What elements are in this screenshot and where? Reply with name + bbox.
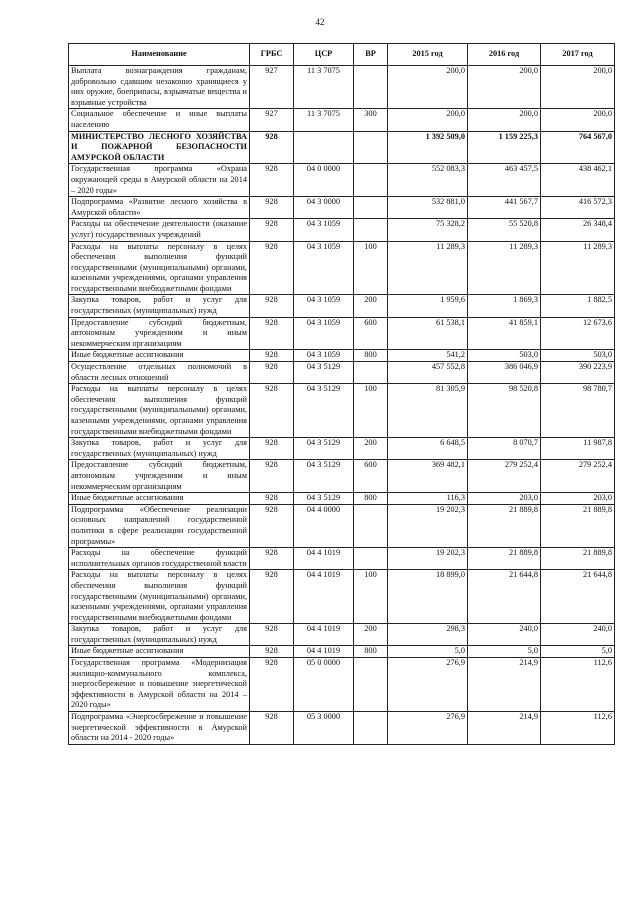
row-2015-cell: 541,2 — [388, 350, 468, 362]
row-2015-cell: 116,3 — [388, 493, 468, 505]
row-2016-cell: 203,0 — [468, 493, 541, 505]
row-2017-cell: 200,0 — [541, 109, 615, 131]
row-2015-cell: 369 482,1 — [388, 460, 468, 493]
table-row — [69, 241, 615, 295]
row-grbs-cell: 928 — [250, 362, 294, 384]
row-grbs-cell: 928 — [250, 295, 294, 317]
row-2016-cell: 386 046,9 — [468, 362, 541, 384]
row-name-cell: Предоставление субсидий бюджетным, автономным учреждениям и иным некоммерческим организациям — [69, 317, 250, 350]
row-grbs-cell: 928 — [250, 131, 294, 164]
row-grbs-cell: 927 — [250, 109, 294, 131]
row-csr-cell: 04 3 1059 — [294, 317, 354, 350]
row-2016-cell: 214,9 — [468, 658, 541, 712]
table-row — [69, 570, 615, 624]
row-2015-cell: 276,9 — [388, 712, 468, 745]
table-header-row — [69, 44, 615, 66]
row-2016-cell: 279 252,4 — [468, 460, 541, 493]
row-2015-cell: 19 202,3 — [388, 548, 468, 570]
table-body — [69, 66, 615, 745]
row-vr-cell — [354, 504, 388, 547]
row-vr-cell — [354, 219, 388, 241]
row-2015-cell: 276,9 — [388, 658, 468, 712]
row-name-cell: Расходы на выплаты персоналу в целях обеспечения выполнения функций государственными (муниципальными) органами, казенными учреждениями, органами управления государственными внебюджетными фондами — [69, 570, 250, 624]
row-2015-cell: 1 392 509,0 — [388, 131, 468, 164]
row-csr-cell: 11 3 7075 — [294, 66, 354, 109]
row-2015-cell: 552 083,3 — [388, 164, 468, 197]
row-vr-cell: 800 — [354, 350, 388, 362]
row-2017-cell: 200,0 — [541, 66, 615, 109]
row-grbs-cell: 928 — [250, 384, 294, 438]
row-2016-cell: 503,0 — [468, 350, 541, 362]
row-grbs-cell: 928 — [250, 438, 294, 460]
row-vr-cell — [354, 658, 388, 712]
row-name-cell: Подпрограмма «Обеспечение реализации основных направлений государственной политики в сфере реализации государственной программы» — [69, 504, 250, 547]
page-number: 42 — [315, 17, 325, 27]
row-csr-cell: 04 0 0000 — [294, 164, 354, 197]
row-2015-cell: 298,3 — [388, 624, 468, 646]
row-2015-cell: 532 881,0 — [388, 197, 468, 219]
row-name-cell: Государственная программа «Охрана окружающей среды в Амурской области на 2014 – 2020 годы» — [69, 164, 250, 197]
row-csr-cell: 04 4 0000 — [294, 504, 354, 547]
row-2016-cell: 463 457,5 — [468, 164, 541, 197]
row-grbs-cell: 928 — [250, 504, 294, 547]
row-vr-cell: 100 — [354, 570, 388, 624]
row-vr-cell: 600 — [354, 460, 388, 493]
row-csr-cell: 04 3 5129 — [294, 493, 354, 505]
row-csr-cell: 04 3 1059 — [294, 295, 354, 317]
row-csr-cell: 05 0 0000 — [294, 658, 354, 712]
row-2017-cell: 21 644,8 — [541, 570, 615, 624]
row-vr-cell: 800 — [354, 493, 388, 505]
row-csr-cell: 04 4 1019 — [294, 646, 354, 658]
row-2016-cell: 21 644,8 — [468, 570, 541, 624]
row-name-cell: Иные бюджетные ассигнования — [69, 646, 250, 658]
row-csr-cell: 04 4 1019 — [294, 548, 354, 570]
row-name-cell: Расходы на выплаты персоналу в целях обеспечения выполнения функций государственными (муниципальными) органами, казенными учреждениями, органами управления государственными внебюджетными фондами — [69, 241, 250, 295]
row-2016-cell: 5,0 — [468, 646, 541, 658]
row-grbs-cell: 928 — [250, 219, 294, 241]
header-vr: ВР — [354, 44, 388, 66]
row-vr-cell — [354, 712, 388, 745]
row-2017-cell: 12 673,6 — [541, 317, 615, 350]
row-2017-cell: 112,6 — [541, 712, 615, 745]
table-row — [69, 131, 615, 164]
row-2017-cell: 26 348,4 — [541, 219, 615, 241]
row-csr-cell: 04 3 1059 — [294, 350, 354, 362]
table-row — [69, 658, 615, 712]
row-2015-cell: 11 289,3 — [388, 241, 468, 295]
row-csr-cell: 04 3 5129 — [294, 384, 354, 438]
header-name: Наименование — [69, 44, 250, 66]
row-vr-cell: 100 — [354, 241, 388, 295]
table-row — [69, 219, 615, 241]
row-csr-cell: 04 3 1059 — [294, 241, 354, 295]
header-grbs: ГРБС — [250, 44, 294, 66]
row-vr-cell: 800 — [354, 646, 388, 658]
row-2016-cell: 240,0 — [468, 624, 541, 646]
row-2017-cell: 5,0 — [541, 646, 615, 658]
table-row — [69, 317, 615, 350]
row-csr-cell: 05 3 0000 — [294, 712, 354, 745]
row-2016-cell: 98 520,8 — [468, 384, 541, 438]
row-2016-cell: 1 159 225,3 — [468, 131, 541, 164]
row-name-cell: Подпрограмма «Развитие лесного хозяйства в Амурской области» — [69, 197, 250, 219]
row-csr-cell: 04 3 0000 — [294, 197, 354, 219]
row-2017-cell: 21 889,8 — [541, 548, 615, 570]
row-vr-cell — [354, 548, 388, 570]
row-csr-cell: 04 3 1059 — [294, 219, 354, 241]
row-2015-cell: 61 538,1 — [388, 317, 468, 350]
table-row — [69, 504, 615, 547]
row-2016-cell: 1 869,3 — [468, 295, 541, 317]
table-row — [69, 362, 615, 384]
row-vr-cell — [354, 362, 388, 384]
row-2017-cell: 240,0 — [541, 624, 615, 646]
table-row — [69, 493, 615, 505]
row-csr-cell: 04 4 1019 — [294, 570, 354, 624]
row-grbs-cell: 928 — [250, 317, 294, 350]
table-row — [69, 548, 615, 570]
row-2015-cell: 18 899,0 — [388, 570, 468, 624]
row-2015-cell: 19 202,3 — [388, 504, 468, 547]
table-row — [69, 66, 615, 109]
row-name-cell: Расходы на обеспечение деятельности (оказание услуг) государственных учреждений — [69, 219, 250, 241]
row-vr-cell — [354, 164, 388, 197]
row-name-cell: Иные бюджетные ассигнования — [69, 350, 250, 362]
table-row — [69, 646, 615, 658]
row-2017-cell: 279 252,4 — [541, 460, 615, 493]
row-2017-cell: 764 567,0 — [541, 131, 615, 164]
row-name-cell: МИНИСТЕРСТВО ЛЕСНОГО ХОЗЯЙСТВА И ПОЖАРНОЙ БЕЗОПАСНОСТИ АМУРСКОЙ ОБЛАСТИ — [69, 131, 250, 164]
row-grbs-cell: 928 — [250, 197, 294, 219]
row-grbs-cell: 928 — [250, 646, 294, 658]
row-vr-cell: 200 — [354, 295, 388, 317]
row-name-cell: Расходы на выплаты персоналу в целях обеспечения выполнения функций государственными (муниципальными) органами, казенными учреждениями, органами управления государственными внебюджетными фондами — [69, 384, 250, 438]
row-grbs-cell: 928 — [250, 548, 294, 570]
row-name-cell: Иные бюджетные ассигнования — [69, 493, 250, 505]
row-name-cell: Осуществление отдельных полномочий в области лесных отношений — [69, 362, 250, 384]
row-2016-cell: 21 889,8 — [468, 548, 541, 570]
row-2016-cell: 21 889,8 — [468, 504, 541, 547]
row-2016-cell: 41 859,1 — [468, 317, 541, 350]
row-2015-cell: 6 648,5 — [388, 438, 468, 460]
row-2016-cell: 200,0 — [468, 109, 541, 131]
header-2015: 2015 год — [388, 44, 468, 66]
row-2016-cell: 214,9 — [468, 712, 541, 745]
header-csr: ЦСР — [294, 44, 354, 66]
row-vr-cell: 100 — [354, 384, 388, 438]
row-vr-cell: 300 — [354, 109, 388, 131]
row-2017-cell: 112,6 — [541, 658, 615, 712]
row-vr-cell — [354, 197, 388, 219]
row-2016-cell: 441 567,7 — [468, 197, 541, 219]
row-grbs-cell: 928 — [250, 460, 294, 493]
row-name-cell: Выплата вознаграждения гражданам, добровольно сдавшим незаконно хранящиеся у них оружие, боеприпасы, взрывчатые вещества и взрывные устройства — [69, 66, 250, 109]
row-2017-cell: 503,0 — [541, 350, 615, 362]
row-2017-cell: 11 289,3 — [541, 241, 615, 295]
table-row — [69, 109, 615, 131]
row-name-cell: Социальное обеспечение и иные выплаты населению — [69, 109, 250, 131]
row-grbs-cell: 928 — [250, 570, 294, 624]
table-row — [69, 460, 615, 493]
budget-table — [68, 43, 615, 745]
row-csr-cell: 04 3 5129 — [294, 362, 354, 384]
row-grbs-cell: 928 — [250, 164, 294, 197]
row-2017-cell: 390 223,9 — [541, 362, 615, 384]
row-name-cell: Подпрограмма «Энергосбережение и повышение энергетической эффективности в Амурской области на 2014 - 2020 годы» — [69, 712, 250, 745]
row-2017-cell: 11 987,8 — [541, 438, 615, 460]
row-name-cell: Закупка товаров, работ и услуг для государственных (муниципальных) нужд — [69, 295, 250, 317]
row-vr-cell: 200 — [354, 438, 388, 460]
row-grbs-cell: 928 — [250, 493, 294, 505]
row-grbs-cell: 928 — [250, 658, 294, 712]
row-2015-cell: 5,0 — [388, 646, 468, 658]
table-row — [69, 438, 615, 460]
row-2017-cell: 21 889,8 — [541, 504, 615, 547]
row-name-cell: Расходы на обеспечение функций исполнительных органов государственной власти — [69, 548, 250, 570]
row-2015-cell: 81 305,9 — [388, 384, 468, 438]
row-2017-cell: 416 572,3 — [541, 197, 615, 219]
row-vr-cell — [354, 131, 388, 164]
row-2015-cell: 200,0 — [388, 109, 468, 131]
row-vr-cell: 600 — [354, 317, 388, 350]
row-name-cell: Предоставление субсидий бюджетным, автономным учреждениям и иным некоммерческим организациям — [69, 460, 250, 493]
row-2016-cell: 200,0 — [468, 66, 541, 109]
table-row — [69, 384, 615, 438]
row-grbs-cell: 928 — [250, 350, 294, 362]
row-2017-cell: 438 462,1 — [541, 164, 615, 197]
row-2016-cell: 11 289,3 — [468, 241, 541, 295]
table-row — [69, 350, 615, 362]
row-grbs-cell: 927 — [250, 66, 294, 109]
row-name-cell: Государственная программа «Модернизация жилищно-коммунального комплекса, энергосбережение и повышение энергетической эффективности в Амурской области на 2014 – 2020 годы» — [69, 658, 250, 712]
row-2015-cell: 1 959,6 — [388, 295, 468, 317]
row-vr-cell: 200 — [354, 624, 388, 646]
row-csr-cell: 11 3 7075 — [294, 109, 354, 131]
row-name-cell: Закупка товаров, работ и услуг для государственных (муниципальных) нужд — [69, 438, 250, 460]
header-2017: 2017 год — [541, 44, 615, 66]
table-row — [69, 164, 615, 197]
table-row — [69, 712, 615, 745]
row-2016-cell: 8 070,7 — [468, 438, 541, 460]
table-row — [69, 624, 615, 646]
row-vr-cell — [354, 66, 388, 109]
row-2015-cell: 75 328,2 — [388, 219, 468, 241]
row-grbs-cell: 928 — [250, 712, 294, 745]
row-2017-cell: 1 882,5 — [541, 295, 615, 317]
row-grbs-cell: 928 — [250, 624, 294, 646]
row-name-cell: Закупка товаров, работ и услуг для государственных (муниципальных) нужд — [69, 624, 250, 646]
header-2016: 2016 год — [468, 44, 541, 66]
row-2015-cell: 200,0 — [388, 66, 468, 109]
row-grbs-cell: 928 — [250, 241, 294, 295]
table-row — [69, 295, 615, 317]
row-2015-cell: 457 552,8 — [388, 362, 468, 384]
table-row — [69, 197, 615, 219]
row-csr-cell: 04 3 5129 — [294, 438, 354, 460]
row-csr-cell — [294, 131, 354, 164]
row-2017-cell: 98 780,7 — [541, 384, 615, 438]
row-2017-cell: 203,0 — [541, 493, 615, 505]
row-2016-cell: 55 520,8 — [468, 219, 541, 241]
row-csr-cell: 04 4 1019 — [294, 624, 354, 646]
row-csr-cell: 04 3 5129 — [294, 460, 354, 493]
